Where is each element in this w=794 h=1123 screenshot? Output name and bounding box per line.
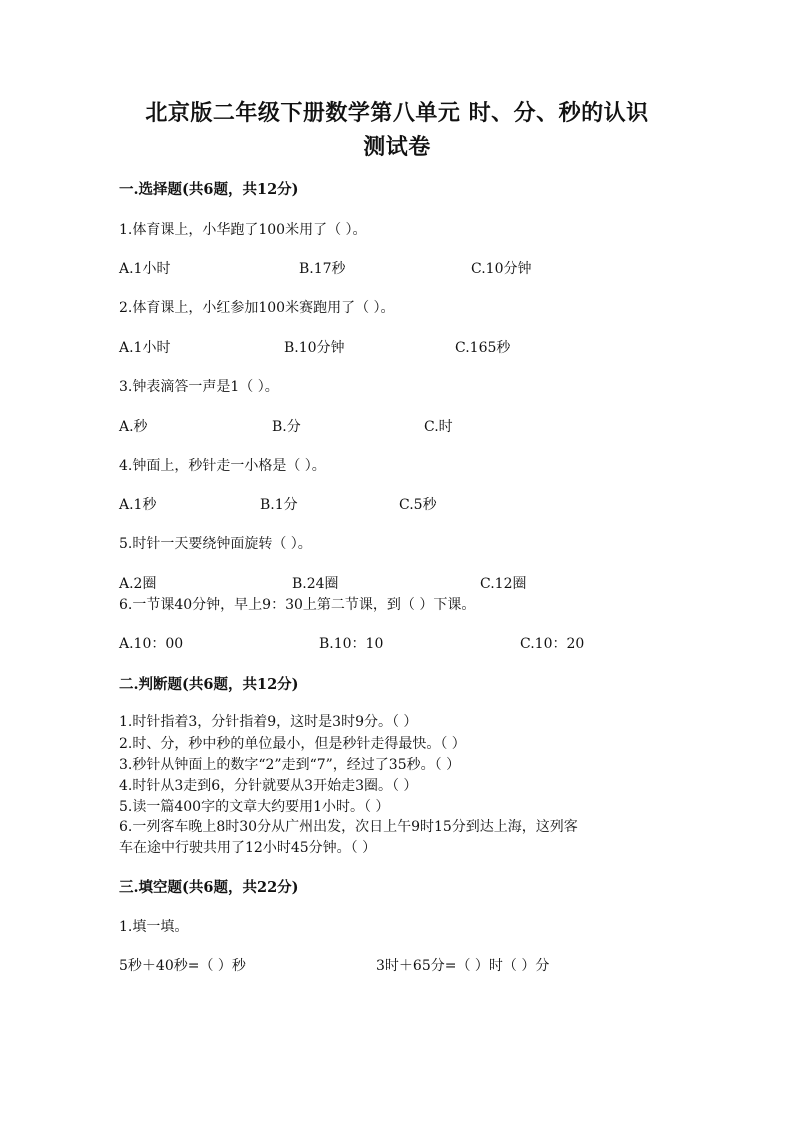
- option-b: B.10：10: [319, 636, 384, 652]
- question-stem: 3.钟表滴答一声是1（ ）。: [119, 379, 279, 395]
- option-c: C.5秒: [399, 497, 437, 513]
- option-c: C.12圈: [480, 576, 527, 592]
- fill-blank-a: 5秒＋40秒=（ ）秒: [119, 958, 246, 974]
- judgement-item: 1.时针指着3，分针指着9，这时是3时9分。（ ）: [119, 714, 418, 730]
- judgement-item: 3.秒针从钟面上的数字“2”走到“7”，经过了35秒。（ ）: [119, 757, 461, 773]
- option-a: A.2圈: [119, 576, 157, 592]
- option-b: B.10分钟: [284, 340, 345, 356]
- judgement-item: 2.时、分，秒中秒的单位最小，但是秒针走得最快。（ ）: [119, 736, 466, 752]
- option-c: C.10分钟: [471, 261, 532, 277]
- fill-blank-b: 3时＋65分=（ ）时（ ）分: [376, 958, 550, 974]
- option-c: C.10：20: [520, 636, 585, 652]
- page-title-line2: 测试卷: [363, 134, 431, 160]
- section-heading-choice: 一.选择题(共6题，共12分): [119, 181, 299, 198]
- option-a: A.1秒: [119, 497, 157, 513]
- question-stem: 2.体育课上，小红参加100米赛跑用了（ ）。: [119, 300, 395, 316]
- option-b: B.分: [272, 419, 301, 435]
- option-c: C.时: [424, 419, 453, 435]
- option-b: B.1分: [260, 497, 298, 513]
- question-stem: 1.体育课上，小华跑了100米用了（ ）。: [119, 222, 367, 238]
- option-a: A.1小时: [119, 340, 171, 356]
- section-heading-judgement: 二.判断题(共6题，共12分): [119, 676, 299, 693]
- question-stem: 5.时针一天要绕钟面旋转（ ）。: [119, 536, 312, 552]
- question-stem: 4.钟面上，秒针走一小格是（ ）。: [119, 458, 326, 474]
- option-c: C.165秒: [455, 340, 511, 356]
- page-title: 北京版二年级下册数学第八单元 时、分、秒的认识: [145, 100, 649, 126]
- question-stem: 6.一节课40分钟，早上9：30上第二节课，到（ ）下课。: [119, 597, 476, 613]
- judgement-item: 6.一列客车晚上8时30分从广州出发，次日上午9时15分到达上海，这列客: [119, 819, 578, 835]
- option-b: B.24圈: [292, 576, 339, 592]
- option-b: B.17秒: [299, 261, 346, 277]
- judgement-item: 5.读一篇400字的文章大约要用1小时。（ ）: [119, 799, 390, 815]
- option-a: A.10：00: [119, 636, 184, 652]
- option-a: A.1小时: [119, 261, 171, 277]
- option-a: A.秒: [119, 419, 148, 435]
- fill-question-stem: 1.填一填。: [119, 919, 189, 935]
- judgement-item-continued: 车在途中行驶共用了12小时45分钟。（ ）: [119, 840, 377, 856]
- section-heading-fill: 三.填空题(共6题，共22分): [119, 879, 299, 896]
- judgement-item: 4.时针从3走到6，分针就要从3开始走3圈。（ ）: [119, 778, 418, 794]
